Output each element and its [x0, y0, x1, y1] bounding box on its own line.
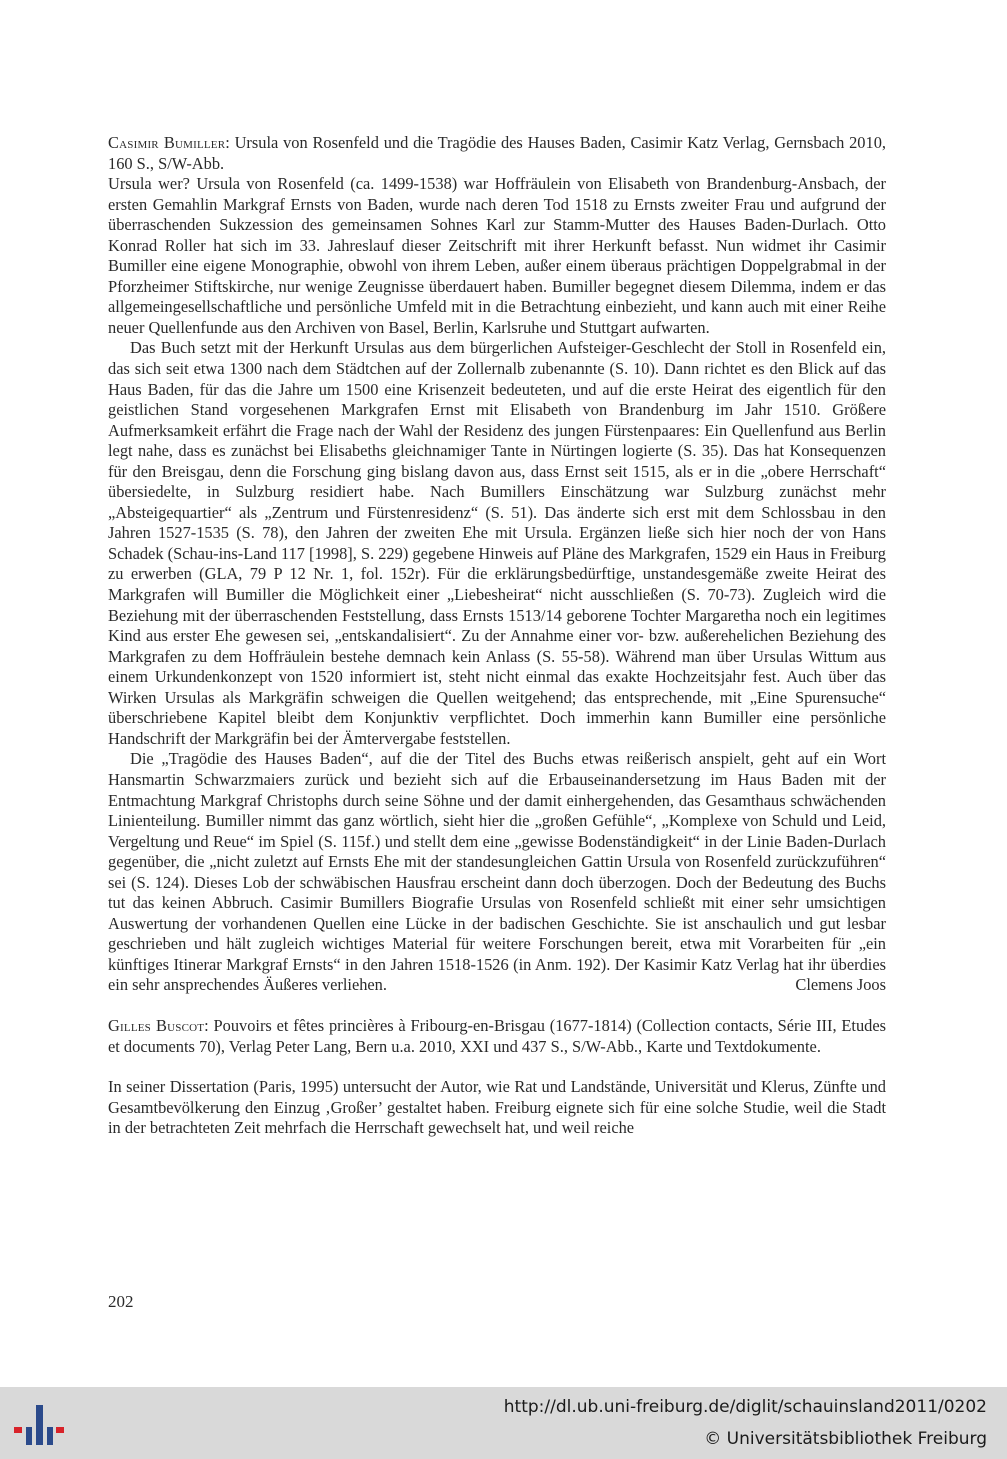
page-number: 202: [108, 1292, 134, 1311]
footer-bar: [0, 1387, 1007, 1459]
review1-paragraph-3-text: Die „Tragödie des Hauses Baden“, auf die der Titel des Buchs etwas reißerisch anspielt, geht auf ein Wort Hansmartin Schwarzmaiers zurück und bezieht sich auf die Erbauseinandersetzung im Haus Baden mit der Entmachtung Markgraf Christophs durch seine Söhne und der damit einhergehenden, das Gesamthaus schwächenden Linienteilung. Bumiller nimmt das ganz wörtlich, sieht hier die „großen Gefühle“, „Komplexe von Schuld und Leid, Vergeltung und Reue“ im Spiel (S. 115f.) und stellt dem eine „gewisse Bodenständigkeit“ in der Linie Baden-Durlach gegenüber, die „nicht zuletzt auf Ernsts Ehe mit der standesungleichen Gattin Ursula von Rosenfeld zurückzuführen“ sei (S. 124). Dieses Lob der schwäbischen Hausfrau erscheint dann doch überzogen. Doch der Bedeutung des Buchs tut das keinen Abbruch. Casimir Bumillers Biografie Ursulas von Rosenfeld schließt mit einer sehr umsichtigen Auswertung der vorhandenen Quellen eine Lücke in der badischen Geschichte. Sie ist anschaulich und gut lesbar geschrieben und hält zugleich wichtiges Material für weitere Forschungen bereit, etwa mit Vorarbeiten für „ein künftiges Itinerar Markgraf Ernsts“ in den Jahren 1518-1526 (in Anm. 192). Der Kasimir Katz Verlag hat ihr überdies ein sehr ansprechendes Äußeres verliehen.: [108, 749, 886, 995]
review2-citation-text: : Pouvoirs et fêtes princières à Fribourg-en-Brisgau (1677-1814) (Collection contacts, Série III, Etudes et documents 70), Verlag Peter Lang, Bern u.a. 2010, XXI und 437 S., S/W-Abb., Karte und Textdokumente.: [108, 1015, 886, 1056]
review1-citation-text: : Ursula von Rosenfeld und die Tragödie des Hauses Baden, Casimir Katz Verlag, Gernsbach 2010, 160 S., S/W-Abb.: [108, 133, 886, 173]
footer-copyright: © Universitätsbibliothek Freiburg: [704, 1429, 987, 1449]
review2-author: Gilles Buscot: [108, 1015, 205, 1035]
review1-citation: [108, 133, 886, 174]
review2-paragraph-1: In seiner Dissertation (Paris, 1995) untersucht der Autor, wie Rat und Landstände, Universität und Klerus, Zünfte und Gesamtbevölkerung den Einzug ‚Großer’ gestaltet haben. Freiburg eignete sich für eine solche Studie, weil die Stadt in der betrachteten Zeit mehrfach die Herrschaft gewechselt hat, und weil reiche: [108, 1077, 886, 1138]
review1-paragraph-3: [108, 749, 886, 996]
ub-freiburg-logo-icon: [12, 1399, 64, 1451]
review1-author: Casimir Bumiller: [108, 133, 226, 152]
footer-url-link[interactable]: http://dl.ub.uni-freiburg.de/diglit/schauinsland2011/0202: [503, 1397, 987, 1417]
review1-paragraph-2: Das Buch setzt mit der Herkunft Ursulas aus dem bürgerlichen Aufsteiger-Geschlecht der Stoll in Rosenfeld ein, das sich seit etwa 1300 nach dem Städtchen auf der Zollernalb zubenannte (S. 10). Dann richtet es den Blick auf das Haus Baden, für das die Jahre um 1500 eine Krisenzeit bedeuteten, und auf die erste Heirat des eigentlich für den geistlichen Stand vorgesehenen Markgrafen Ernst mit Elisabeth von Brandenburg im Jahr 1510. Größere Aufmerksamkeit erfährt die Frage nach der Wahl der Residenz des jungen Fürstenpaares: Ein Quellenfund aus Berlin legt nahe, dass es zunächst bei Elisabeths gleichnamiger Tante in Nürtingen logierte (S. 35). Das hat Konsequenzen für den Breisgau, denn die Forschung ging bislang davon aus, dass Ernst seit 1515, als er in die „obere Herrschaft“ übersiedelte, in Sulzburg residiert habe. Nach Bumillers Einschätzung war Sulzburg zunächst mehr „Absteigequartier“ als „Zentrum und Fürstenresidenz“ (S. 51). Das änderte sich erst mit dem Schlossbau in den Jahren 1527-1535 (S. 78), den Jahren der zweiten Ehe mit Ursula. Ergänzen ließe sich hier noch der von Hans Schadek (Schau-ins-Land 117 [1998], S. 229) gegebene Hinweis auf Pläne des Markgrafen, 1529 ein Haus in Freiburg zu erwerben (GLA, 79 P 12 Nr. 1, fol. 152r). Für die erklärungsbedürftige, unstandesgemäße zweite Heirat des Markgrafen will Bumiller die Möglichkeit einer „Liebesheirat“ nicht ausschließen (S. 70-73). Zugleich wird die Beziehung mit der überraschenden Feststellung, dass Ernsts 1513/14 geborene Tochter Margaretha noch ein legitimes Kind aus erster Ehe gewesen sei, „entskandalisiert“. Zu der Annahme einer vor- bzw. außerehelichen Beziehung des Markgrafen zu dem Hoffräulein bestehe demnach kein Anlass (S. 55-58). Während man über Ursulas Wittum aus einem Urkundenkonzept von 1520 informiert ist, steht nicht einmal das exakte Hochzeitsjahr fest. Auch über das Wirken Ursulas als Markgräfin schweigen die Quellen weitgehend; das entsprechende, mit „Eine Spurensuche“ überschriebene Kapitel bleibt dem Konjunktiv verpflichtet. Doch immerhin kann Bumiller eine persönliche Handschrift der Markgräfin bei der Ämtervergabe feststellen.: [108, 338, 886, 748]
review2-citation: [108, 1016, 886, 1057]
review1-paragraph-1: Ursula wer? Ursula von Rosenfeld (ca. 1499-1538) war Hoffräulein von Elisabeth von Brandenburg-Ansbach, der ersten Gemahlin Markgraf Ernsts von Baden, wurde nach deren Tod 1518 zu Ernsts zweiter Frau und aufgrund der überraschenden Sukzession des gemeinsamen Sohnes Karl zur Stamm-Mutter des Hauses Baden-Durlach. Otto Konrad Roller hat sich im 33. Jahreslauf dieser Zeitschrift mit ihrer Herkunft befasst. Nun widmet ihr Casimir Bumiller eine eigene Monographie, obwohl von ihrem Leben, außer einem überaus prächtigen Doppelgrabmal in der Pforzheimer Stiftskirche, nur wenige Zeugnisse überdauert haben. Bumiller begegnet diesem Dilemma, indem er das allgemeingesellschaftliche und persönliche Umfeld mit in die Betrachtung einbezieht, und kann auch mit einer Reihe neuer Quellenfunde aus den Archiven von Basel, Berlin, Karlsruhe und Stuttgart aufwarten.: [108, 174, 886, 337]
reviewer-signature: Clemens Joos: [795, 975, 886, 995]
page-body: [108, 133, 886, 1139]
